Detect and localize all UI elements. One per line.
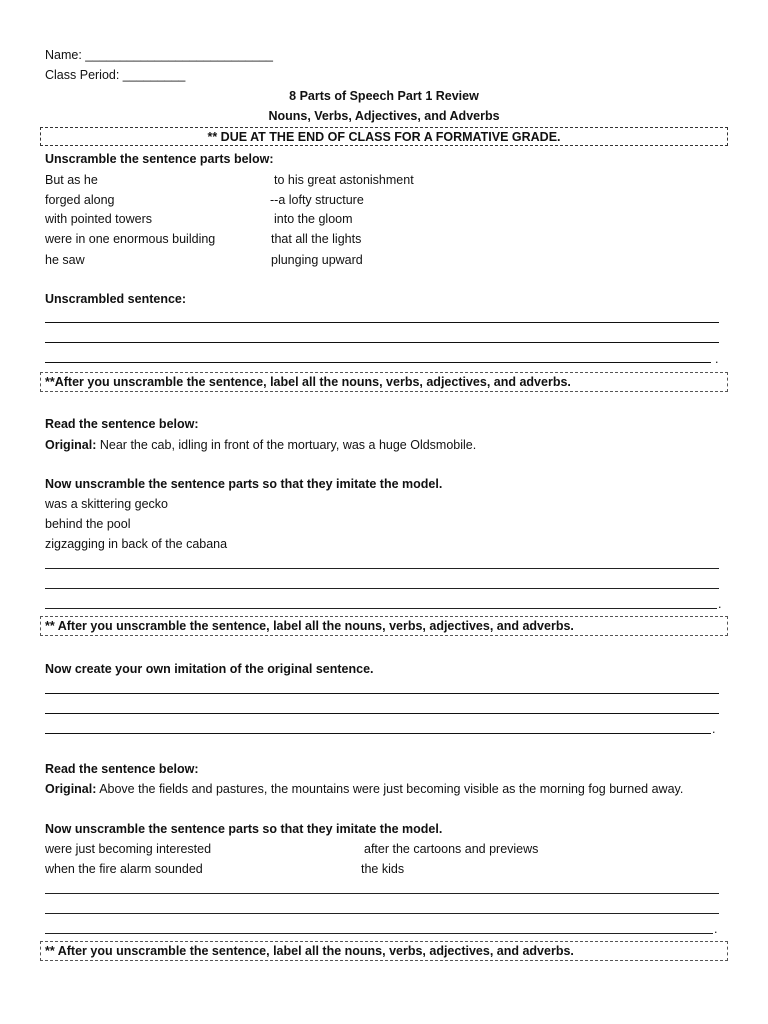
answer-line[interactable]	[45, 608, 717, 609]
sentence-part-right-5: plunging upward	[271, 253, 363, 267]
label-note-text: **After you unscramble the sentence, label all the nouns, verbs, adjectives, and adverbs.	[45, 375, 571, 389]
label-note-box	[40, 941, 728, 961]
sentence-part-3: zigzagging in back of the cabana	[45, 537, 228, 551]
answer-line[interactable]	[45, 322, 719, 323]
imitate-instruction: Now unscramble the sentence parts so that they imitate the model.	[45, 822, 443, 836]
name-field-label: Name: ___________________________	[45, 48, 273, 62]
due-notice-text: ** DUE AT THE END OF CLASS FOR A FORMATIVE GRADE.	[207, 130, 561, 144]
sentence-part-left-4: were in one enormous building	[45, 232, 216, 246]
original-label: Original:	[45, 438, 97, 452]
answer-line[interactable]	[45, 362, 711, 363]
sentence-part-left-2: when the fire alarm sounded	[45, 862, 203, 876]
label-note-box	[40, 616, 728, 636]
sentence-part-left-2: forged along	[45, 193, 115, 207]
answer-line[interactable]	[45, 568, 719, 569]
sentence-part-right-1: after the cartoons and previews	[364, 842, 539, 856]
read-sentence-label: Read the sentence below:	[45, 762, 199, 776]
section1-heading: Unscramble the sentence parts below:	[45, 152, 274, 166]
sentence-part-2: behind the pool	[45, 517, 131, 531]
sentence-part-right-4: that all the lights	[271, 232, 362, 246]
sentence-part-left-1: But as he	[45, 173, 98, 187]
page-title: 8 Parts of Speech Part 1 Review	[289, 89, 479, 103]
sentence-part-left-3: with pointed towers	[45, 212, 153, 226]
answer-period: .	[718, 597, 722, 611]
answer-period: .	[714, 922, 718, 936]
original-sentence	[45, 437, 476, 453]
original-text: Above the fields and pastures, the mountains were just becoming visible as the morning fog burned away.	[96, 782, 684, 796]
sentence-part-1: was a skittering gecko	[45, 497, 168, 511]
sentence-part-left-1: were just becoming interested	[45, 842, 212, 856]
original-sentence	[45, 781, 683, 797]
create-imitation-label: Now create your own imitation of the original sentence.	[45, 662, 374, 676]
answer-line[interactable]	[45, 693, 719, 694]
due-notice-box	[40, 127, 728, 146]
sentence-part-right-1: to his great astonishment	[274, 173, 414, 187]
sentence-part-right-2: --a lofty structure	[270, 193, 364, 207]
original-label: Original:	[45, 782, 97, 796]
imitate-instruction: Now unscramble the sentence parts so that they imitate the model.	[45, 477, 443, 491]
answer-line[interactable]	[45, 588, 719, 589]
answer-line[interactable]	[45, 733, 711, 734]
label-note-text: ** After you unscramble the sentence, label all the nouns, verbs, adjectives, and adverbs.	[45, 944, 574, 958]
answer-period: .	[715, 352, 719, 366]
sentence-part-right-2: the kids	[361, 862, 405, 876]
answer-line[interactable]	[45, 933, 713, 934]
unscrambled-sentence-label: Unscrambled sentence:	[45, 292, 187, 306]
label-note-text: ** After you unscramble the sentence, label all the nouns, verbs, adjectives, and adverbs.	[45, 619, 574, 633]
label-note-box	[40, 372, 728, 392]
answer-line[interactable]	[45, 713, 719, 714]
answer-line[interactable]	[45, 342, 719, 343]
original-text: Near the cab, idling in front of the mortuary, was a huge Oldsmobile.	[96, 438, 477, 452]
class-period-label: Class Period: _________	[45, 68, 186, 82]
sentence-part-right-3: into the gloom	[274, 212, 353, 226]
answer-line[interactable]	[45, 913, 719, 914]
page-subtitle: Nouns, Verbs, Adjectives, and Adverbs	[268, 109, 500, 123]
answer-period: .	[712, 722, 716, 736]
read-sentence-label: Read the sentence below:	[45, 417, 199, 431]
sentence-part-left-5: he saw	[45, 253, 85, 267]
answer-line[interactable]	[45, 893, 719, 894]
